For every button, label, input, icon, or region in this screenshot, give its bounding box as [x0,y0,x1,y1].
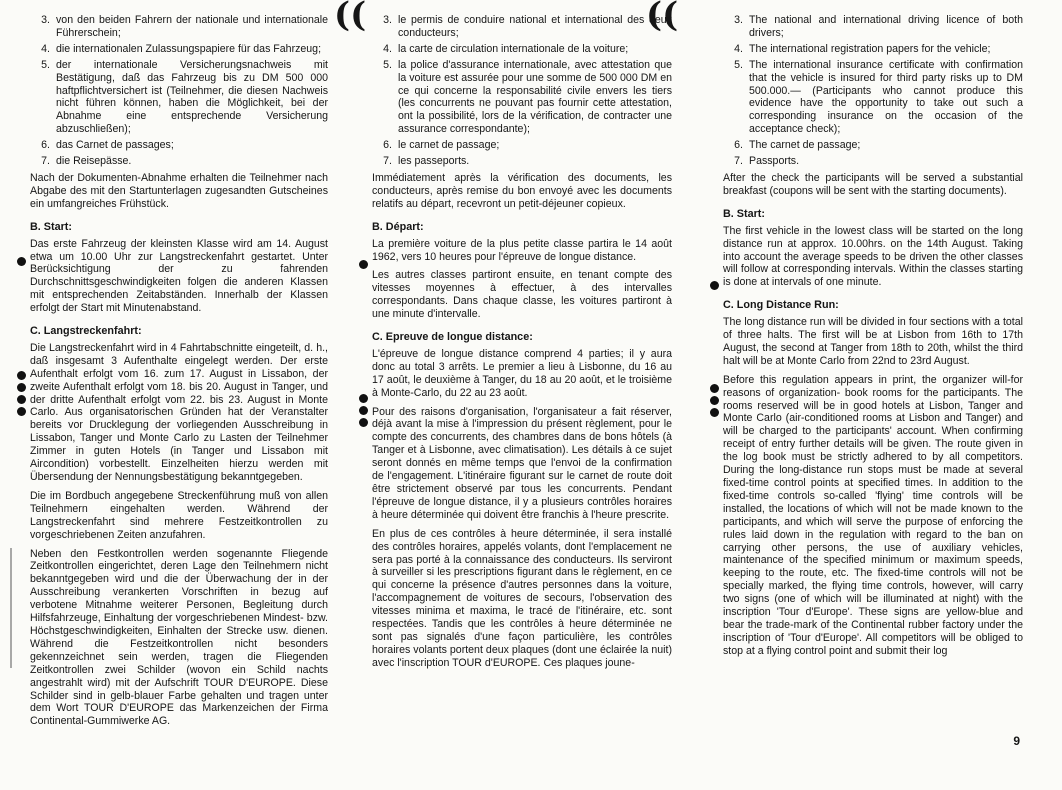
list-item: 7. die Reisepässe. [41,155,132,168]
paragraph: Pour des raisons d'organisation, l'organisateur a fait réserver, déjà avant la mise à l'impression du présent règlement, pour le compte des concurrents, des chambres dans de bons hôtels (à Tanger et à Lisbonne, avec climatisation). Les détails à ce sujet seront donnés en même temps que l'envoi de la confirmation de l'engagement. L'itinéraire figurant sur le carnet de route doit être strictement observé par tous les concurrents. Pendant l'épreuve de longue distance, il y a plusieurs contrôles horaires à heure déterminée qui doivent être franchis à l'heure prescrite. [372,405,672,521]
scan-scratch [10,548,12,668]
list-item: 7. les passeports. [383,155,470,168]
section-heading: B. Départ: [372,220,424,233]
section-heading: C. Epreuve de longue distance: [372,331,533,344]
margin-bullet [17,395,26,404]
paragraph: Before this regulation appears in print, the organizer will-for reasons of organization- book rooms for the participants. The rooms reserved will be in good hotels at Lisbon, Tanger and Monte Carlo (air-conditioned rooms at Lisbon and Tanger) and will be charged to the participants' account. When confirming receipt of entry further details will be given. The route given in the log book must be strictly adhered to by all competitors. During the long-distance run stops must be made at several fixed-time control points at specified times. In addition to the fixed-time controls so-called 'flying' time controls will be installed, the locations of which will not be made known to the participants, and which will serve the purpose of enforcing the rules laid down in the regulation with regard to the ban on carrying other persons, the use of auxiliary vehicles, maintenance of the specified minimum or maximum speeds, keeping to the route, etc. The fixed-time controls will not be specially marked, the flying time controls, however, will carry two signs (one of which will be illuminated at night) with the inscription 'Tour d'Europe'. These signs are yellow-blue and bear the trade-mark of the Continental rubber factory under the inscription of 'Tour d'Europe'. All competitors will be obliged to stop at a flying control point and submit their log [723,373,1023,657]
margin-bullet [17,257,26,266]
list-item: 5. The international insurance certificate with confirmation that the vehicle is insured for third party risks up to DM 500.000.— (Participants who cannot produce this evidence have the opportunity to take out such a corresponding insurance on the occasion of the acceptance check); [734,58,1023,136]
french-document-list [372,14,672,168]
margin-bullet [710,384,719,393]
margin-bullet [359,260,368,269]
list-item: 6. le carnet de passage; [383,139,500,152]
german-column [30,14,328,734]
paragraph: The long distance run will be divided in four sections with a total of three halts. The first will be at Lisbon from 16th to 17th August, the second at Tanger from 18th to 20th, whilst the third halt will be at Monte Carlo from 22nd to 23rd August. [723,316,1023,367]
paragraph: En plus de ces contrôles à heure déterminée, il sera installé des contrôles horaires, appelés volants, dont l'emplacement ne sera pas porté à la connaissance des conducteurs. Ils serviront à surveiller si les prescriptions figurant dans le règlement, en ce qui concerne la présence d'autres personnes dans la voiture, l'accompagnement de voitures de secours, l'observation des vitesses minima et maxima, le tracé de l'itinéraire, etc. sont respectées. Tandis que les contrôles à heure déterminée ne sont pas signalés d'une façon particulière, les contrôles horaires volants portent deux plaques (dont une éclairée la nuit) avec l'inscription TOUR d'EUROPE. Ces plaques joune- [372,527,672,669]
list-item: 4. la carte de circulation internationale de la voiture; [383,42,629,55]
paragraph: The first vehicle in the lowest class will be started on the long distance run at approx. 10.00hrs. on the 14th August. Taking into account the average speeds to be driven the other classes will follow at corresponding intervals. Within the classes starting is done at intervals of one minute. [723,224,1023,289]
page-number: 9 [1013,734,1020,748]
list-item: 6. The carnet de passage; [734,139,861,152]
english-document-list [723,14,1023,168]
paragraph: Immédiatement après la vérification des documents, les conducteurs, après remise du bon envoyé avec les documents relatifs au départ, recevront un petit-déjeuner copieux. [372,171,672,210]
margin-bullet [359,418,368,427]
margin-bullet [17,407,26,416]
margin-bullet [710,396,719,405]
list-item: 3. von den beiden Fahrern der nationale und internationale Führerschein; [41,14,328,39]
paragraph: Die Langstreckenfahrt wird in 4 Fahrtabschnitte eingeteilt, d. h., daß insgesamt 3 Aufenthalte eingelegt werden. Der erste Aufenthalt erfolgt vom 16. zum 17. August in Lissabon, der zweite Aufenthalt erfolgt vom 18. bis 20. August in Tanger, und der dritte Aufenthalt erfolgt vom 22. bis 23. August in Monte Carlo. Aus organisatorischen Gründen hat der Veranstalter bereits vor Drucklegung der vorliegenden Ausschreibung in Lissabon, Tanger und Monte Carlo zu Lasten der Teilnehmer Zimmer in guten Hotels (in Tanger und Lissabon mit Aircondition) vorbestellt. Einzelheiten hierzu werden mit Übersendung der Nennungsbestätigung bekanntgegeben. [30,341,328,483]
list-item: 4. The international registration papers for the vehicle; [734,42,991,55]
paragraph: Die im Bordbuch angegebene Streckenführung muß von allen Teilnehmern eingehalten werden. Während der Langstreckenfahrt sind mehrere Festzeitkontrollen zu vorgeschriebenen Zeiten anzufahren. [30,489,328,541]
german-document-list [30,14,328,168]
list-item: 3. le permis de conduire national et international des deux conducteurs; [383,14,672,39]
corner-mark-left: (( [334,0,367,35]
paragraph: L'épreuve de longue distance comprend 4 parties; il y aura donc au total 3 arrêts. Le premier a lieu à Lisbonne, du 16 au 17 août, le deuxième à Tanger, du 18 au 20 août, et le troisième à Monte-Carlo, du 22 au 23 août. [372,347,672,399]
margin-bullet [710,281,719,290]
margin-bullet [359,394,368,403]
list-item: 7. Passports. [734,155,800,168]
paragraph: Les autres classes partiront ensuite, en tenant compte des vitesses moyennes à effectuer, à des intervalles correspondants. Dans chaque classe, les voitures partiront à une minute d'intervalle. [372,269,672,321]
paragraph: Das erste Fahrzeug der kleinsten Klasse wird am 14. August etwa um 10.00 Uhr zur Langstreckenfahrt gestartet. Unter Berücksichtigung der zu fahrenden Durchschnittsgeschwindigkeiten folgen die anderen Klassen mit entsprechenden Zeitabständen. Innerhalb der Klassen erfolgt der Start mit Minutenabstand. [30,237,328,315]
section-heading: C. Long Distance Run: [723,299,839,312]
margin-bullet [17,383,26,392]
section-heading: B. Start: [723,207,765,220]
margin-bullet [710,408,719,417]
section-heading: C. Langstreckenfahrt: [30,325,142,338]
french-column [372,14,672,676]
paragraph: Nach der Dokumenten-Abnahme erhalten die Teilnehmer nach Abgabe des mit den Startunterlagen zugesandten Gutscheines ein umfangreiches Frühstück. [30,171,328,210]
paragraph: La première voiture de la plus petite classe partira le 14 août 1962, vers 10 heures pour l'épreuve de longue distance. [372,237,672,263]
list-item: 3. The national and international driving licence of both drivers; [734,14,1023,39]
list-item: 5. la police d'assurance internationale, avec attestation que la voiture est assurée pour une somme de 500 000 DM en ce qui concerne la responsabilité civile envers les tiers (les concurrents ne pouvant pas fournir cette attestation, ont la possibilité, lors de la vérification, de contracter une assurance correspondante); [383,58,672,136]
margin-bullet [17,371,26,380]
list-item: 4. die internationalen Zulassungspapiere für das Fahrzeug; [41,42,322,55]
list-item: 5. der internationale Versicherungsnachweis mit Bestätigung, daß das Fahrzeug bis zu DM 500 000 haftpflichtversichert ist (Teilnehmer, die diesen Nachweis nicht führen können, haben die Möglichkeit, bei der Abnahme eine entsprechende Versicherung abzuschließen); [41,58,328,136]
list-item: 6. das Carnet de passages; [41,139,174,152]
english-column [723,14,1023,664]
section-heading: B. Start: [30,220,72,233]
margin-bullet [359,406,368,415]
paragraph: Neben den Festkontrollen werden sogenannte Fliegende Zeitkontrollen eingerichtet, deren Lage den Teilnehmern nicht bekanntgegeben wird und die der Überwachung der in der Ausschreibung verankerten Vorschriften in bezug auf verbotene Mitnahme weiterer Personen, Begleitung durch Hilfsfahrzeuge, Einhaltung der vorgeschriebenen Mindest- bzw. Höchstgeschwindigkeiten, Einhalten der Strecke usw. dienen. Während die Festzeitkontrollen nicht besonders gekennzeichnet sein werden, tragen die Fliegenden Zeitkontrollen zwei Schilder (wovon ein Schild nachts angestrahlt wird) mit der Aufschrift TOUR D'EUROPE. Diese Schilder sind in gelb-blauer Farbe gehalten und tragen unter dem Wort TOUR D'EUROPE das Markenzeichen der Firma Continental-Gummiwerke AG. [30,547,328,728]
paragraph: After the check the participants will be served a substantial breakfast (coupons will be sent with the starting documents). [723,171,1023,197]
corner-mark-right: (( [646,0,679,35]
